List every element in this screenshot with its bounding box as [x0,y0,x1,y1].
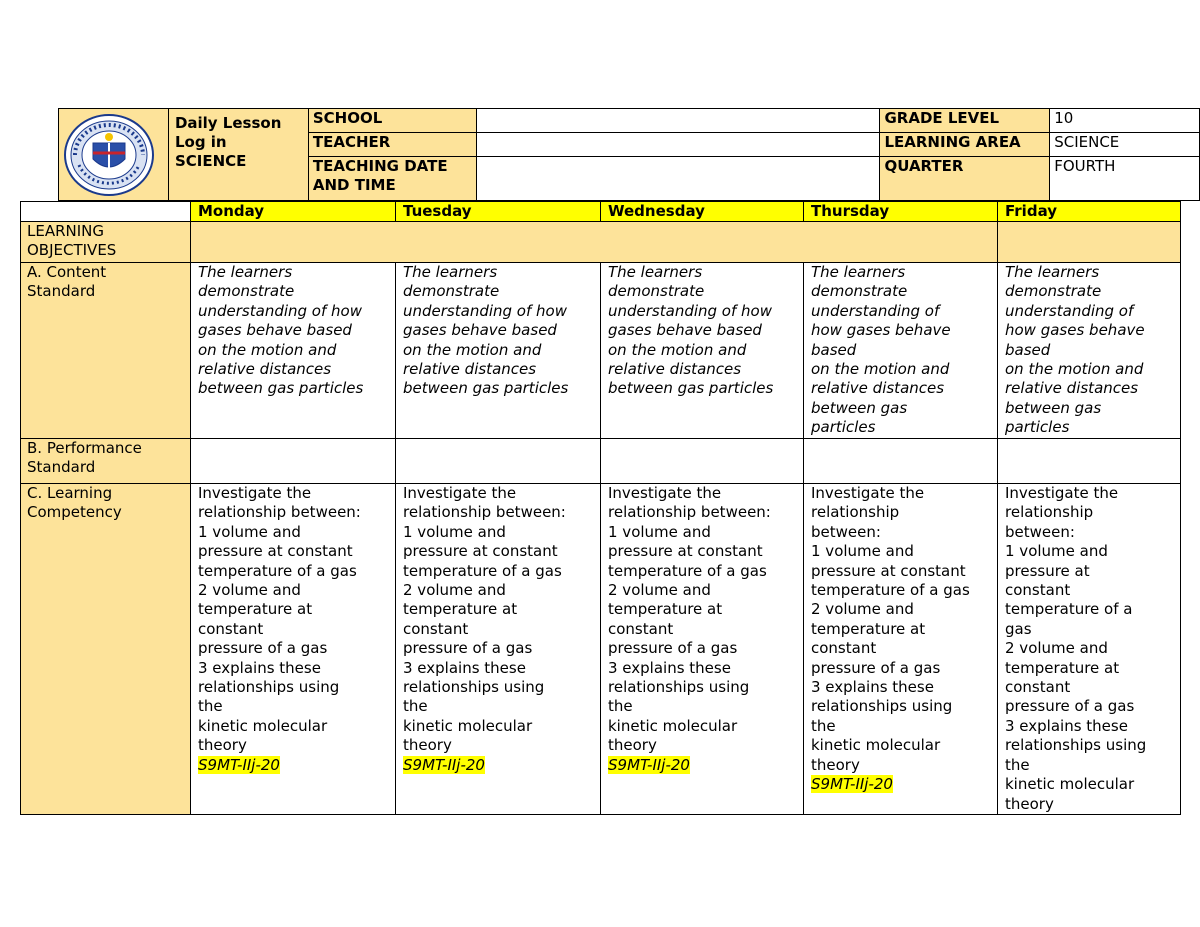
competency-line: constant [198,619,264,638]
content-standard-line: demonstrate [1005,282,1102,301]
competency-line: Investigate the [811,484,925,502]
competency-line: relationship [1005,503,1094,522]
competency-line: gas [1005,619,1032,638]
teacher-label: TEACHER [308,133,476,157]
competency-line: relationship between: [608,503,771,522]
competency-line: 2 volume and [1005,639,1108,658]
performance-standard-cell[interactable] [998,439,1181,484]
content-standard-line: on the motion and [198,340,337,359]
performance-standard-cell[interactable] [601,439,804,484]
learning-competency-row [21,484,1181,815]
content-standard-line: based [811,340,857,359]
content-standard-cell [601,263,804,439]
day-header-row [21,202,1181,222]
content-standard-line: demonstrate [403,282,500,301]
competency-code: S9MT-IIj-20 [403,755,485,774]
content-standard-line: between gas particles [608,379,774,398]
corner-cell [21,202,191,222]
competency-line: 2 volume and [811,600,914,619]
content-standard-line: gases behave based [403,321,557,340]
competency-line: temperature of a gas [811,581,970,600]
competency-code-line [608,756,796,775]
competency-line: 2 volume and [403,581,506,600]
quarter-label: QUARTER [880,157,1050,201]
school-label: SCHOOL [308,109,476,133]
content-standard-line: The learners [198,263,293,281]
content-standard-cell [804,263,998,439]
competency-line: temperature at [811,619,926,638]
content-standard-line: relative distances [811,379,945,398]
deped-seal-icon [63,113,155,197]
competency-line: 3 explains these [811,678,934,697]
competency-line: pressure at constant [198,542,353,561]
competency-code: S9MT-IIj-20 [608,755,690,774]
learning-competency-cell [804,484,998,815]
competency-line: 3 explains these [403,658,526,677]
content-standard-line: relative distances [608,360,742,379]
competency-line: kinetic molecular [198,716,328,735]
competency-line: constant [403,619,469,638]
learning-competency-label: C. Learning Competency [21,484,191,815]
competency-line: kinetic molecular [403,716,533,735]
content-standard-line: on the motion and [403,340,542,359]
competency-line: the [1005,755,1030,774]
grade-level-label: GRADE LEVEL [880,109,1050,133]
lesson-grid [20,201,1181,815]
competency-code-line [811,775,990,794]
competency-line: theory [811,755,860,774]
competency-line: temperature of a gas [198,561,357,580]
competency-line: 1 volume and [608,522,711,541]
content-standard-line: relative distances [1005,379,1139,398]
content-standard-line: how gases behave [1005,321,1145,340]
content-standard-line: on the motion and [1005,360,1144,379]
competency-code-line [198,756,388,775]
competency-line: 1 volume and [811,542,914,561]
competency-line: constant [608,619,674,638]
day-tuesday: Tuesday [396,202,601,222]
objectives-friday-cell[interactable] [998,222,1181,263]
content-standard-line: how gases behave [811,321,951,340]
competency-code: S9MT-IIj-20 [198,755,280,774]
content-standard-line: demonstrate [608,282,705,301]
competency-line: 2 volume and [608,581,711,600]
content-standard-line: The learners [403,263,498,281]
competency-line: pressure of a gas [811,658,941,677]
day-thursday: Thursday [804,202,998,222]
competency-line: 1 volume and [198,522,301,541]
competency-line: 3 explains these [198,658,321,677]
objectives-label: LEARNING OBJECTIVES [21,222,191,263]
competency-line: Investigate the [608,484,722,502]
competency-line: constant [811,639,877,658]
content-standard-line: understanding of [1005,301,1134,320]
content-standard-line: particles [1005,418,1070,437]
competency-line: constant [1005,581,1071,600]
competency-line: constant [1005,678,1071,697]
competency-line: Investigate the [198,484,312,502]
learning-competency-cell [601,484,804,815]
competency-line: relationships using [811,697,953,716]
performance-standard-label: B. Performance Standard [21,439,191,484]
content-standard-line: The learners [608,263,703,281]
school-value[interactable] [476,109,880,133]
objectives-span-cell[interactable] [191,222,998,263]
content-standard-line: gases behave based [198,321,352,340]
competency-line: relationships using [198,678,340,697]
competency-line: the [198,697,223,716]
performance-standard-cell[interactable] [396,439,601,484]
content-standard-line: on the motion and [811,360,950,379]
competency-line: pressure at constant [811,561,966,580]
competency-line: kinetic molecular [608,716,738,735]
objectives-row [21,222,1181,263]
content-standard-line: The learners [1005,263,1100,281]
performance-standard-cell[interactable] [804,439,998,484]
competency-line: temperature of a [1005,600,1133,619]
competency-line: 1 volume and [1005,542,1108,561]
learning-competency-cell [998,484,1181,815]
competency-line: pressure at [1005,561,1090,580]
competency-line: the [608,697,633,716]
teaching-date-label: TEACHING DATE AND TIME [308,157,476,201]
competency-line: relationships using [1005,736,1147,755]
competency-line: temperature at [1005,658,1120,677]
day-wednesday: Wednesday [601,202,804,222]
day-friday: Friday [998,202,1181,222]
competency-line: between: [1005,522,1075,541]
content-standard-line: based [1005,340,1051,359]
content-standard-line: particles [811,418,876,437]
competency-line: theory [1005,794,1054,813]
competency-line: 3 explains these [1005,716,1128,735]
logo-cell [59,109,169,201]
competency-line: relationships using [608,678,750,697]
competency-line: relationship between: [403,503,566,522]
competency-line: pressure of a gas [403,639,533,658]
competency-line: temperature at [608,600,723,619]
lesson-log-title: Daily Lesson Log in SCIENCE [168,109,308,201]
content-standard-line: understanding of how [608,301,772,320]
competency-line: 1 volume and [403,522,506,541]
grade-level-value[interactable]: 10 [1050,109,1200,133]
competency-line: the [403,697,428,716]
content-standard-line: understanding of how [403,301,567,320]
competency-line: pressure at constant [608,542,763,561]
content-standard-line: between gas particles [403,379,569,398]
content-standard-line: demonstrate [198,282,295,301]
content-standard-line: relative distances [198,360,332,379]
competency-line: theory [608,736,657,755]
performance-standard-row [21,439,1181,484]
competency-line: theory [198,736,247,755]
content-standard-line: between gas [1005,398,1102,417]
competency-line: Investigate the [1005,484,1119,502]
competency-code: S9MT-IIj-20 [811,775,893,794]
content-standard-line: The learners [811,263,906,281]
content-standard-cell [191,263,396,439]
competency-line: kinetic molecular [811,736,941,755]
content-standard-line: gases behave based [608,321,762,340]
competency-line: pressure of a gas [198,639,328,658]
competency-line: the [811,716,836,735]
competency-line: pressure at constant [403,542,558,561]
performance-standard-cell[interactable] [191,439,396,484]
competency-line: pressure of a gas [608,639,738,658]
content-standard-cell [998,263,1181,439]
competency-line: pressure of a gas [1005,697,1135,716]
learning-competency-cell [396,484,601,815]
content-standard-cell [396,263,601,439]
content-standard-line: understanding of [811,301,940,320]
competency-line: relationship [811,503,900,522]
teacher-value[interactable] [476,133,880,157]
content-standard-line: on the motion and [608,340,747,359]
content-standard-line: demonstrate [811,282,908,301]
competency-line: Investigate the [403,484,517,502]
competency-line: temperature at [198,600,313,619]
content-standard-line: between gas particles [198,379,364,398]
quarter-value[interactable]: FOURTH [1050,157,1200,201]
competency-line: relationship between: [198,503,361,522]
competency-line: kinetic molecular [1005,775,1135,794]
competency-line: relationships using [403,678,545,697]
competency-line: 2 volume and [198,581,301,600]
competency-line: 3 explains these [608,658,731,677]
competency-code-line [403,756,593,775]
day-monday: Monday [191,202,396,222]
content-standard-row [21,263,1181,439]
content-standard-line: understanding of how [198,301,362,320]
content-standard-line: between gas [811,398,908,417]
learning-competency-cell [191,484,396,815]
header-table [58,108,1200,201]
competency-line: temperature of a gas [608,561,767,580]
competency-line: temperature at [403,600,518,619]
teaching-date-value[interactable] [476,157,880,201]
content-standard-label: A. Content Standard [21,263,191,439]
competency-line: theory [403,736,452,755]
content-standard-line: relative distances [403,360,537,379]
learning-area-label: LEARNING AREA [880,133,1050,157]
competency-line: temperature of a gas [403,561,562,580]
competency-line: between: [811,522,881,541]
learning-area-value[interactable]: SCIENCE [1050,133,1200,157]
